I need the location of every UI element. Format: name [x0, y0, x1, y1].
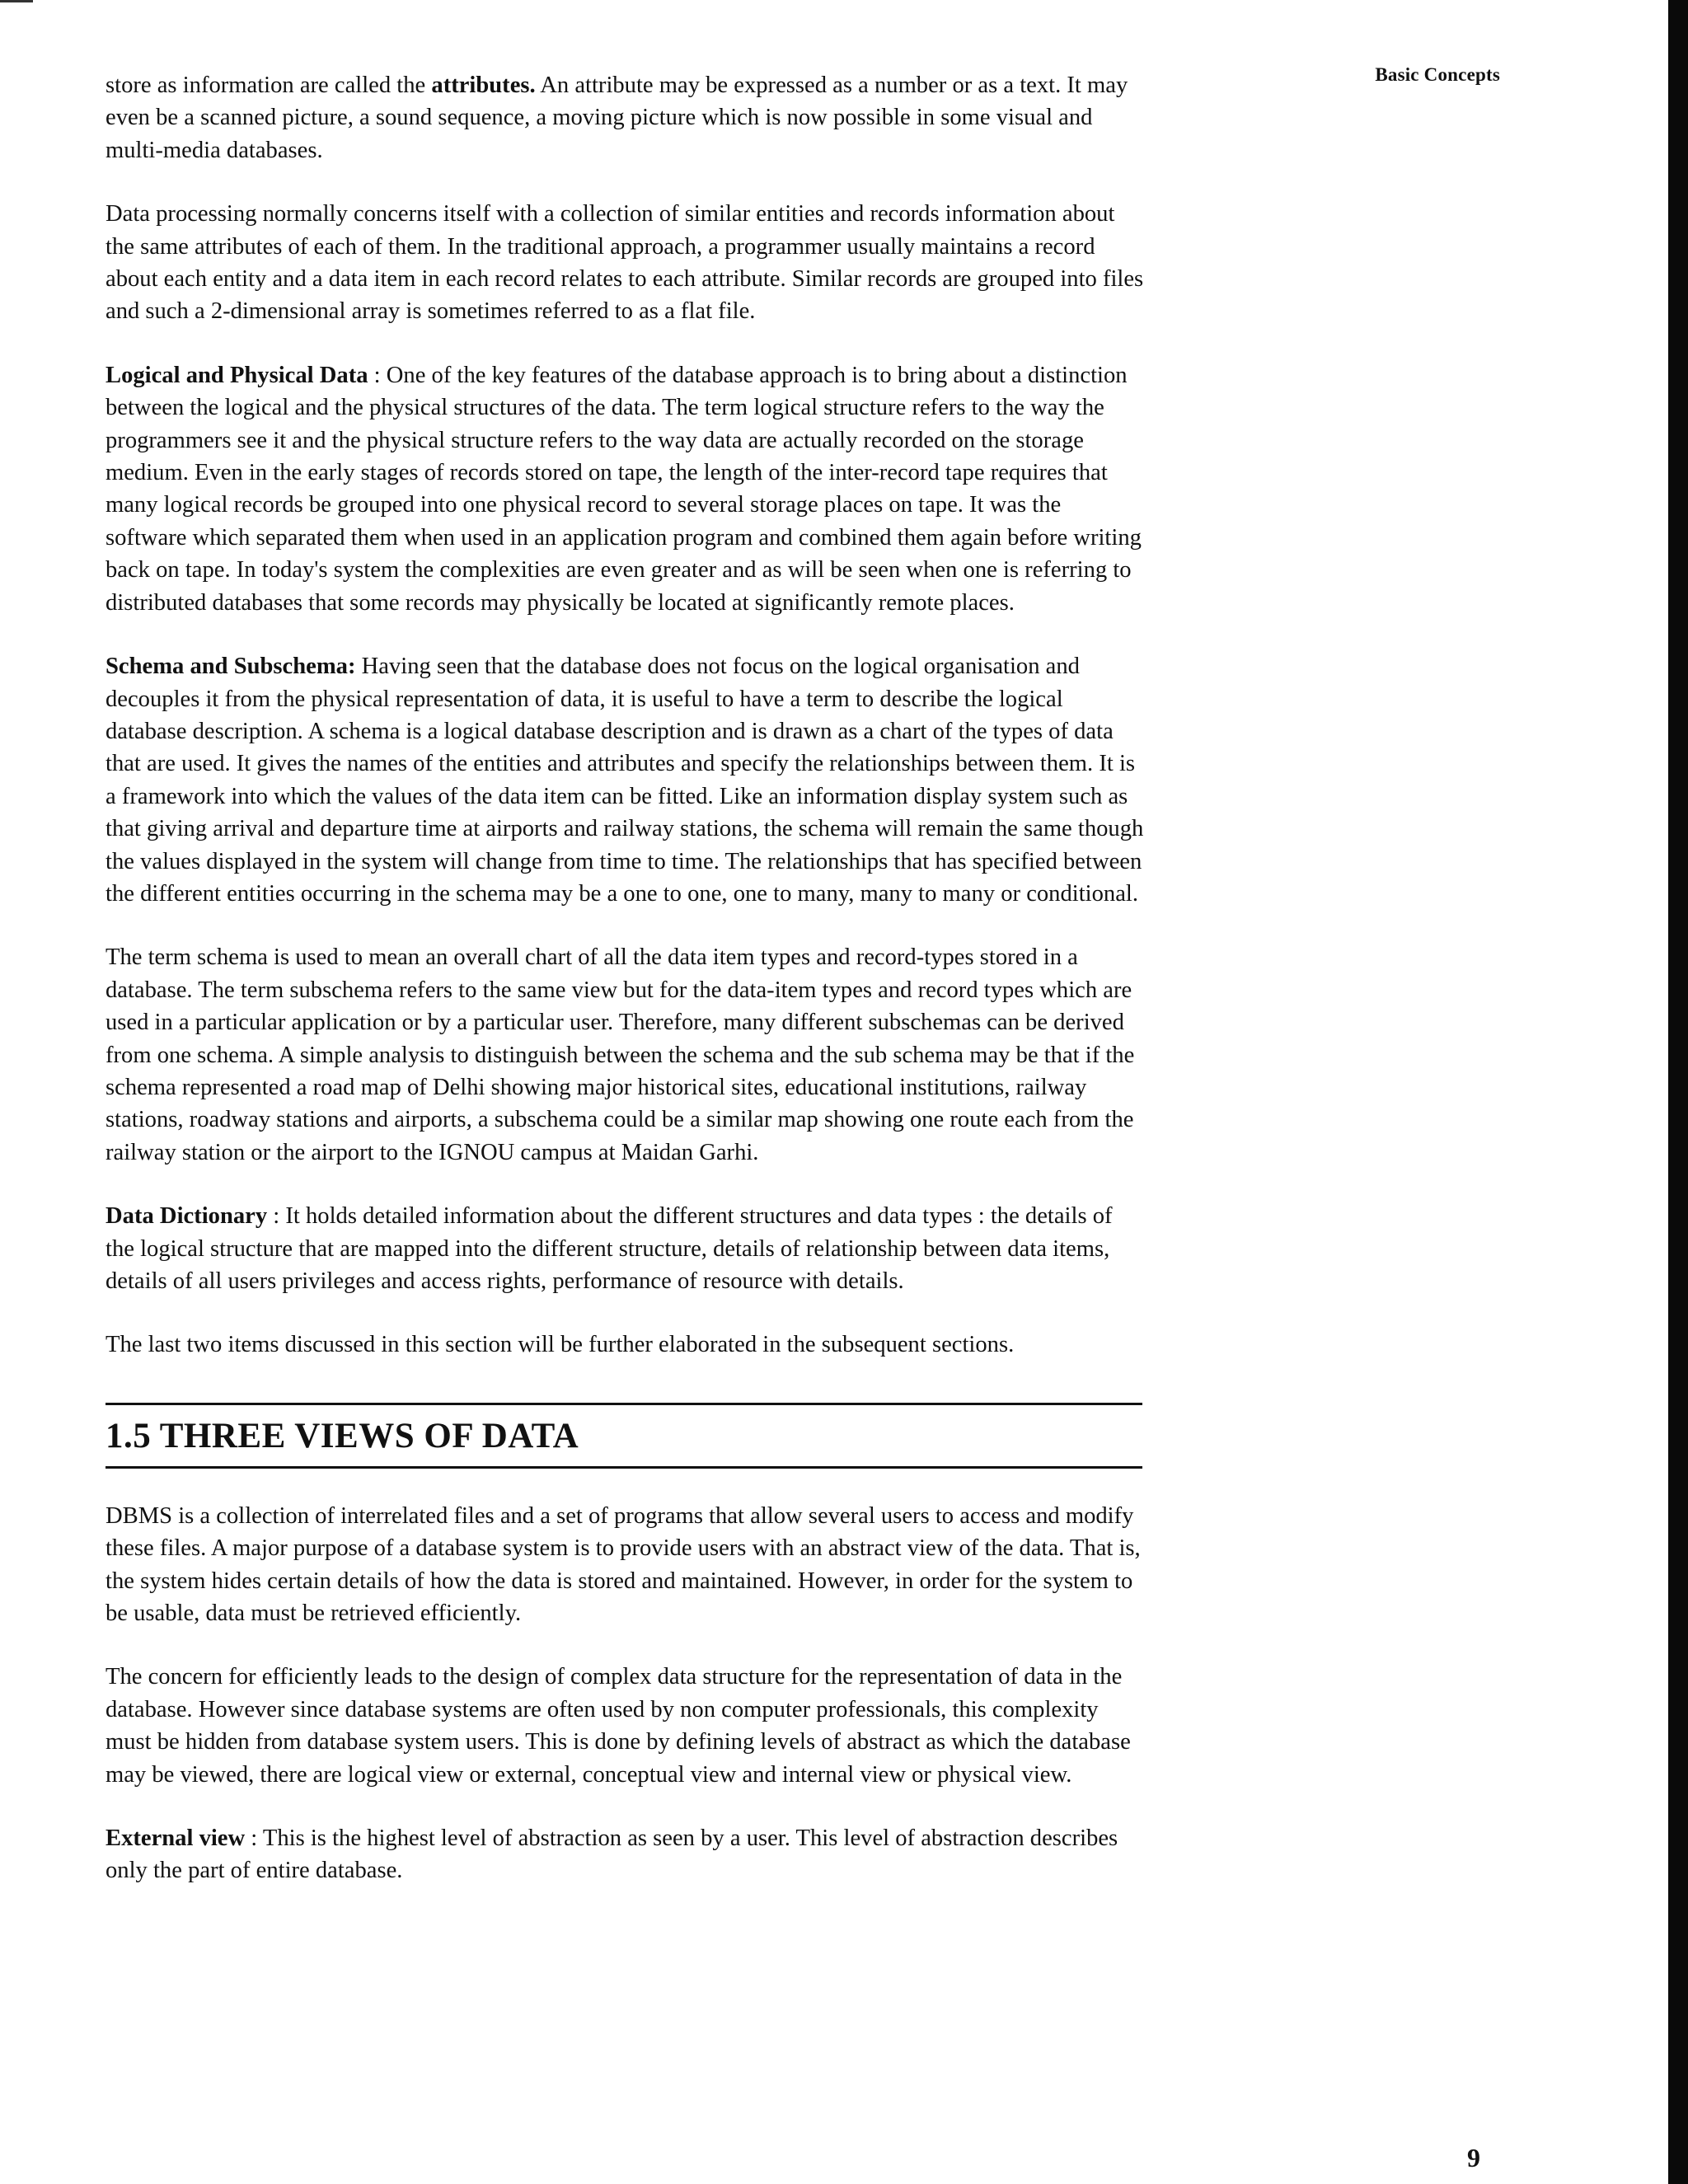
term-logical-physical-data: Logical and Physical Data: [106, 362, 368, 388]
paragraph-attributes-rest: An attribute may be expressed as a number or as a text. It may even be a scanned picture, a sound sequence, a moving picture which is now possible in some visual and multi-media databases.: [106, 73, 1128, 163]
paragraph-schema-subschema-text: Having seen that the database does not focus on the logical organisation and decouples it from the physical representation of data, it is useful to have a term to describe the logical database description. A schema is a logical database description and is drawn as a chart of the types of data that are used. It gives the names of the entities and attributes and specify the relationships between them. It is a framework into which the values of the data item can be fitted. Like an information display system such as that giving arrival and departure time at airports and railway stations, the schema will remain the same though the values displayed in the system will change from time to time. The relationships that has specified between the different entities occurring in the schema may be a one to one, one to many, many to many or conditional.: [106, 654, 1144, 907]
paragraph-data-dictionary: [106, 1200, 1146, 1297]
paragraph-data-dictionary-text: : It holds detailed information about the different structures and data types : the details of the logical structure that are mapped into the different structure, details of relationship between data items, details of all users privileges and access rights, performance of resource with details.: [106, 1203, 1113, 1294]
page-number: 9: [1467, 2143, 1480, 2172]
section-heading-block: [106, 1403, 1142, 1469]
paragraph-external-view-text: : This is the highest level of abstraction as seen by a user. This level of abstraction describes only the part of entire database.: [106, 1825, 1118, 1884]
paragraph-dbms: DBMS is a collection of interrelated files and a set of programs that allow several users to access and modify these files. A major purpose of a database system is to provide users with an abstract view of the data. That is, the system hides certain details of how the data is stored and maintained. However, in order for the system to be usable, data must be retrieved efficiently.: [106, 1502, 1141, 1627]
paragraph-data-processing: Data processing normally concerns itself with a collection of similar entities and records information about the same attributes of each of them. In the traditional approach, a programmer usually maintains a record about each entity and a data item in each record relates to each attribute. Similar records are grouped into files and such a 2-dimensional array is sometimes referred to as a flat file.: [106, 201, 1144, 325]
term-schema-subschema: Schema and Subschema:: [106, 654, 356, 680]
section-heading: 1.5 THREE VIEWS OF DATA: [106, 1416, 579, 1455]
paragraph-last-two-items: The last two items discussed in this section will be further elaborated in the subsequent sections.: [106, 1332, 1015, 1358]
term-attributes: attributes.: [431, 73, 536, 98]
paragraph-logical-physical-text: : One of the key features of the database approach is to bring about a distinction between the logical and the physical structures of the data. The term logical structure refers to the way the programmers see it and the physical structure refers to the way data are actually recorded on the storage medium. Even in the early stages of records stored on tape, the length of the inter-record tape requires that many logical records be grouped into one physical record to several storage places on tape. It was the software which separated them when used in an application program and combined them again before writing back on tape. In today's system the complexities are even greater and as will be seen when one is referring to distributed databases that some records may physically be located at significantly remote places.: [106, 362, 1142, 616]
paragraph-concern: The concern for efficiently leads to the design of complex data structure for the representation of data in the database. However since database systems are often used by non computer professionals, this complexity must be hidden from database system users. This is done by defining levels of abstract as which the database may be viewed, there are logical view or external, conceptual view and internal view or physical view.: [106, 1664, 1131, 1788]
paragraph-schema-subschema: [106, 650, 1146, 910]
paragraph-attributes: [106, 69, 1146, 166]
paragraph-schema-term: The term schema is used to mean an overall chart of all the data item types and record-types stored in a database. The term subschema refers to the same view but for the data-item types and record types which are used in a particular application or by a particular user. Therefore, many different subschemas can be derived from one schema. A simple analysis to distinguish between the schema and the sub schema may be that if the schema represented a road map of Delhi showing major historical sites, educational institutions, railway stations, roadway stations and airports, a subschema could be a similar map showing one route each from the railway station or the airport to the IGNOU campus at Maidan Garhi.: [106, 944, 1135, 1165]
scan-edge-bar: [1668, 0, 1688, 2184]
section-rule-bottom: [106, 1466, 1142, 1469]
paragraph-logical-physical: [106, 359, 1146, 619]
running-head: Basic Concepts: [1375, 64, 1500, 85]
term-data-dictionary: Data Dictionary: [106, 1203, 268, 1230]
term-external-view: External view: [106, 1825, 246, 1852]
paragraph-external-view: [106, 1822, 1146, 1887]
body-text: [106, 69, 1146, 1919]
scan-corner-mark: [0, 0, 33, 2]
paragraph-attributes-lead: store as information are called the: [106, 73, 432, 98]
